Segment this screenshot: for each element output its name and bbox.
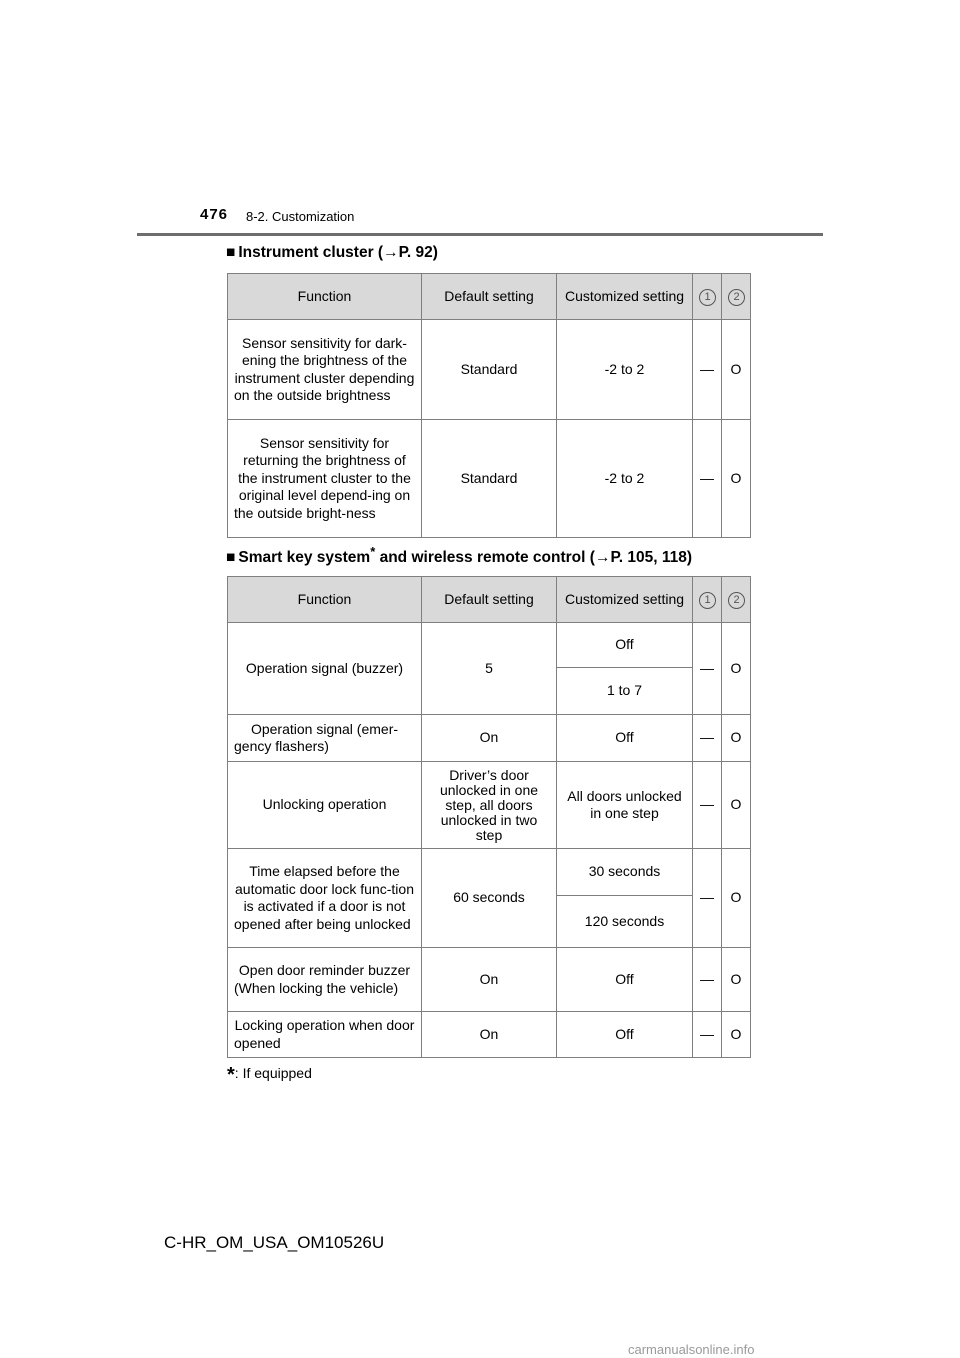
function-cell: Time elapsed before the automatic door lock func-tion is activated if a door is not opened after being unlocked — [228, 849, 422, 948]
page-number: 476 — [200, 206, 229, 223]
default-cell: On — [422, 1012, 557, 1058]
mark-2-cell: O — [722, 849, 751, 948]
heading-smart-key — [226, 544, 692, 567]
default-cell: Driver’s door unlocked in one step, all doors unlocked in two step — [422, 762, 557, 849]
mark-2-cell: O — [722, 1012, 751, 1058]
footnote-star: * — [370, 544, 376, 559]
instrument-cluster-table — [227, 273, 751, 538]
custom-cell: Off — [557, 1012, 693, 1058]
table-row — [228, 849, 751, 896]
mark-2-cell: O — [722, 420, 751, 538]
right-arrow-icon: → — [383, 244, 399, 261]
black-square-icon: ■ — [226, 244, 236, 261]
header-divider — [137, 233, 823, 236]
default-cell: 60 seconds — [422, 849, 557, 948]
function-cell: Sensor sensitivity for dark-ening the brightness of the instrument cluster depending on the outside brightness — [228, 320, 422, 420]
circled-one-icon: 1 — [699, 592, 716, 609]
page-reference-link[interactable]: P. 105, 118) — [610, 549, 693, 567]
heading-text: Instrument cluster ( — [238, 244, 384, 261]
table-row — [228, 420, 751, 538]
heading-text: Smart key system — [238, 549, 371, 567]
mark-2-cell: O — [722, 623, 751, 715]
table-row — [228, 762, 751, 849]
circled-two-icon: 2 — [728, 592, 745, 609]
document-code: C-HR_OM_USA_OM10526U — [164, 1233, 385, 1252]
mark-1-cell: — — [693, 1012, 722, 1058]
custom-cell: 120 seconds — [557, 896, 693, 948]
table-header-row — [228, 577, 751, 623]
mark-1-cell: — — [693, 849, 722, 948]
mark-2-cell: O — [722, 320, 751, 420]
table-row — [228, 320, 751, 420]
function-cell: Operation signal (emer-gency flashers) — [228, 715, 422, 762]
custom-cell: Off — [557, 623, 693, 668]
right-arrow-icon: → — [594, 549, 611, 567]
section-title: 8-2. Customization — [246, 209, 355, 224]
column-header: Function — [228, 577, 422, 623]
function-cell: Operation signal (buzzer) — [228, 623, 422, 715]
function-cell: Sensor sensitivity for returning the brightness of the instrument cluster to the original level depend-ing on the outside bright-ness — [228, 420, 422, 538]
mark-1-cell: — — [693, 762, 722, 849]
black-square-icon: ■ — [226, 549, 236, 567]
mark-1-cell: — — [693, 420, 722, 538]
custom-cell: -2 to 2 — [557, 320, 693, 420]
function-cell: Locking operation when door opened — [228, 1012, 422, 1058]
page-reference-link[interactable]: P. 92) — [398, 244, 438, 261]
function-cell: Unlocking operation — [228, 762, 422, 849]
heading-instrument-cluster — [226, 244, 438, 262]
function-cell: Open door reminder buzzer (When locking the vehicle) — [228, 948, 422, 1012]
mark-1-cell: — — [693, 715, 722, 762]
mark-1-cell: — — [693, 320, 722, 420]
mark-2-cell: O — [722, 762, 751, 849]
custom-cell: Off — [557, 715, 693, 762]
default-cell: 5 — [422, 623, 557, 715]
mark-1-cell: — — [693, 948, 722, 1012]
custom-cell: All doors unlocked in one step — [557, 762, 693, 849]
column-header: Default setting — [422, 274, 557, 320]
circled-two-icon: 2 — [728, 289, 745, 306]
column-header: Default setting — [422, 577, 557, 623]
mark-2-cell: O — [722, 715, 751, 762]
custom-cell: 1 to 7 — [557, 668, 693, 715]
custom-cell: 30 seconds — [557, 849, 693, 896]
column-header: Customized setting — [557, 577, 693, 623]
column-header: Function — [228, 274, 422, 320]
table-row — [228, 715, 751, 762]
footnote-text: : If equipped — [234, 1065, 312, 1081]
table-row — [228, 948, 751, 1012]
default-cell: On — [422, 715, 557, 762]
default-cell: Standard — [422, 320, 557, 420]
heading-text: and wireless remote control ( — [375, 549, 595, 567]
watermark: carmanualsonline.info — [628, 1342, 755, 1357]
smart-key-table — [227, 576, 751, 1058]
footnote — [227, 1064, 312, 1087]
column-header: Customized setting — [557, 274, 693, 320]
mark-1-cell: — — [693, 623, 722, 715]
table-header-row — [228, 274, 751, 320]
table-row — [228, 1012, 751, 1058]
default-cell: On — [422, 948, 557, 1012]
custom-cell: -2 to 2 — [557, 420, 693, 538]
custom-cell: Off — [557, 948, 693, 1012]
mark-2-cell: O — [722, 948, 751, 1012]
circled-one-icon: 1 — [699, 289, 716, 306]
table-row — [228, 623, 751, 668]
footnote-star: * — [227, 1064, 235, 1086]
default-cell: Standard — [422, 420, 557, 538]
